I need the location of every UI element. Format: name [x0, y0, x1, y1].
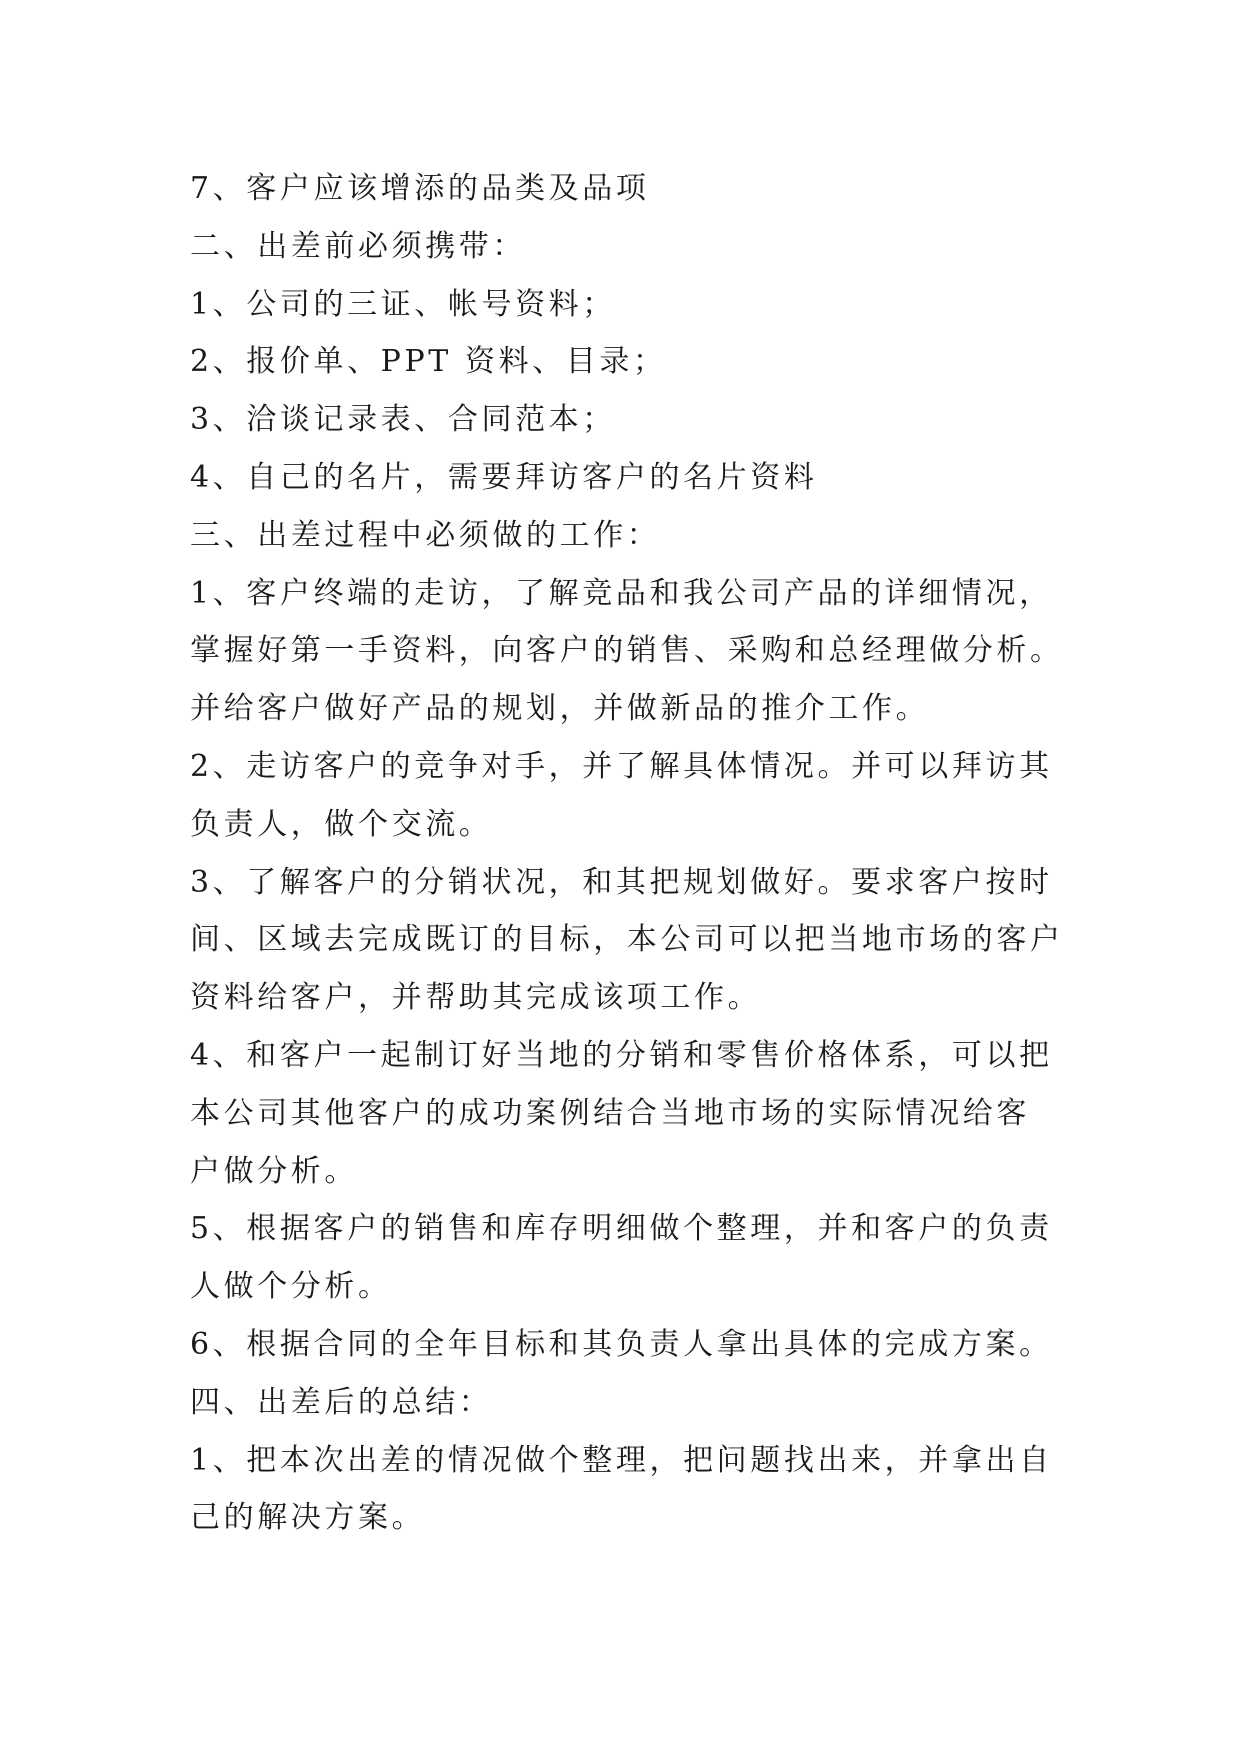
section-heading-before-trip: 二、出差前必须携带： — [190, 228, 526, 264]
paragraph-line: 负责人，做个交流。 — [190, 806, 493, 842]
paragraph-line: 户做分析。 — [190, 1153, 358, 1189]
list-item-quotation: 2、报价单、PPT 资料、目录； — [190, 344, 667, 380]
section-heading-after-trip: 四、出差后的总结： — [190, 1384, 493, 1420]
paragraph-line: 6、根据合同的全年目标和其负责人拿出具体的完成方案。 — [190, 1326, 1053, 1362]
paragraph-line: 1、客户终端的走访，了解竞品和我公司产品的详细情况， — [190, 575, 1053, 611]
paragraph-line: 己的解决方案。 — [190, 1500, 426, 1536]
paragraph-line: 间、区域去完成既订的目标，本公司可以把当地市场的客户 — [190, 922, 1064, 958]
paragraph-line: 掌握好第一手资料，向客户的销售、采购和总经理做分析。 — [190, 633, 1064, 669]
list-item-records: 3、洽谈记录表、合同范本； — [190, 402, 616, 438]
list-item-certificates: 1、公司的三证、帐号资料； — [190, 286, 616, 322]
document-body — [190, 160, 1070, 1547]
paragraph-line: 2、走访客户的竞争对手，并了解具体情况。并可以拜访其 — [190, 748, 1053, 784]
paragraph-line: 人做个分析。 — [190, 1269, 392, 1305]
paragraph-line: 4、和客户一起制订好当地的分销和零售价格体系，可以把 — [190, 1037, 1053, 1073]
list-item-7-categories: 7、客户应该增添的品类及品项 — [190, 171, 650, 206]
paragraph-line: 5、根据客户的销售和库存明细做个整理，并和客户的负责 — [190, 1211, 1053, 1247]
paragraph-line: 并给客户做好产品的规划，并做新品的推介工作。 — [190, 691, 930, 727]
paragraph-line: 3、了解客户的分销状况，和其把规划做好。要求客户按时 — [190, 864, 1053, 900]
paragraph-line: 1、把本次出差的情况做个整理，把问题找出来，并拿出自 — [190, 1442, 1053, 1478]
paragraph-line: 本公司其他客户的成功案例结合当地市场的实际情况给客 — [190, 1095, 1030, 1131]
paragraph-line: 资料给客户，并帮助其完成该项工作。 — [190, 980, 762, 1016]
section-heading-during-trip: 三、出差过程中必须做的工作： — [190, 517, 661, 553]
list-item-business-cards: 4、自己的名片，需要拜访客户的名片资料 — [190, 459, 818, 495]
